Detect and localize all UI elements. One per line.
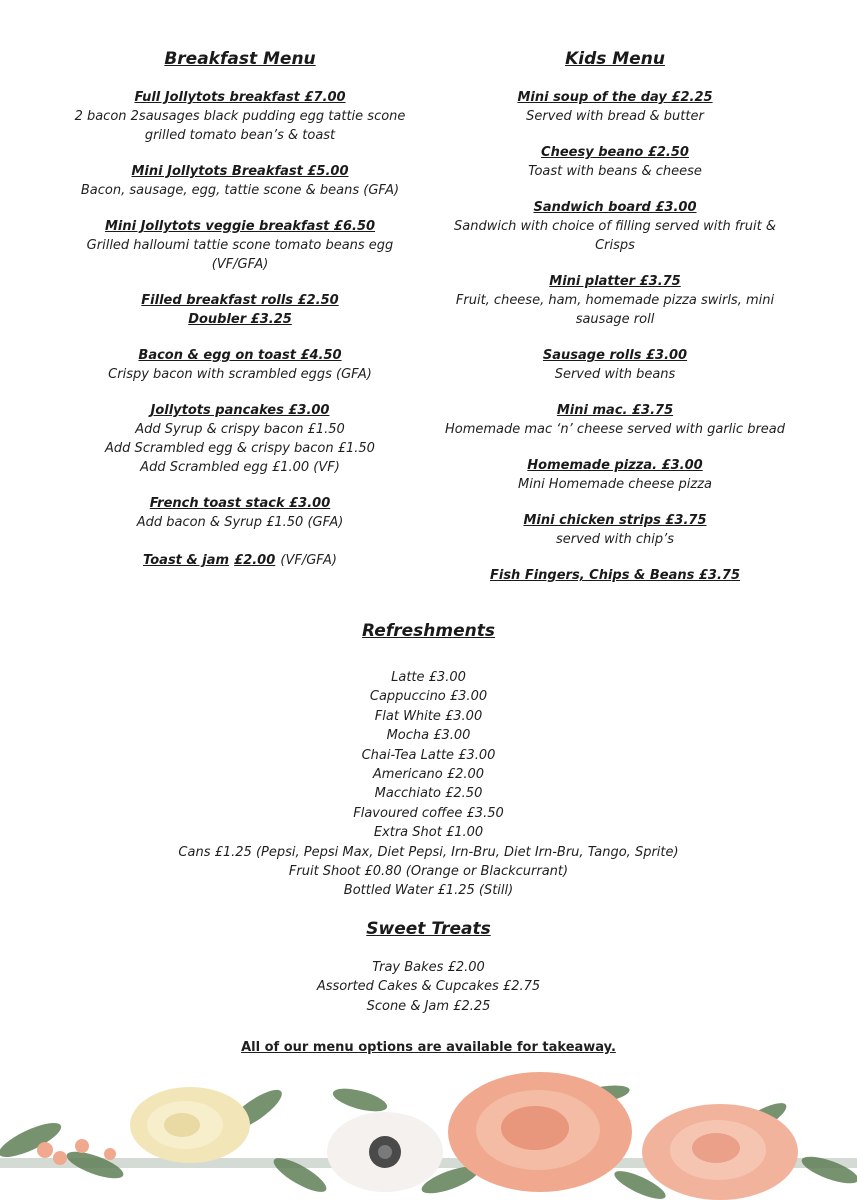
breakfast-item <box>40 346 440 384</box>
refreshment-item: Fruit Shoot £0.80 (Orange or Blackcurrant) <box>288 864 569 880</box>
item-name: Jollytots pancakes £3.00 <box>150 403 330 418</box>
kids-title: Kids Menu <box>565 49 665 69</box>
item-desc: Add bacon & Syrup £1.50 (GFA) <box>136 515 344 530</box>
breakfast-item <box>40 162 440 200</box>
refreshment-item: Cans £1.25 (Pepsi, Pepsi Max, Diet Pepsi, Irn-Bru, Diet Irn-Bru, Tango, Sprite) <box>178 844 679 860</box>
breakfast-item <box>40 88 440 145</box>
item-desc: Add Syrup & crispy bacon £1.50 <box>135 422 345 437</box>
refreshment-item: Flavoured coffee £3.50 <box>353 805 504 821</box>
kids-item <box>430 401 800 439</box>
sweet-item: Assorted Cakes & Cupcakes £2.75 <box>316 979 541 995</box>
kids-item <box>430 456 800 494</box>
item-name: Mini mac. £3.75 <box>556 403 674 418</box>
sweet-item: Tray Bakes £2.00 <box>372 960 485 975</box>
sweet-treats-section <box>0 918 857 1016</box>
takeaway-note <box>0 1036 857 1055</box>
kids-item <box>430 198 800 255</box>
refreshments-section <box>0 620 857 901</box>
item-name: Doubler £3.25 <box>188 312 292 327</box>
refreshment-item: Flat White £3.00 <box>374 708 483 724</box>
sweet-item: Scone & Jam £2.25 <box>366 998 491 1014</box>
item-name: Fish Fingers, Chips & Beans £3.75 <box>489 568 740 583</box>
kids-menu <box>430 48 800 602</box>
kids-item <box>430 88 800 126</box>
item-desc: grilled tomato bean’s & toast <box>144 128 336 143</box>
item-name: Homemade pizza. £3.00 <box>527 458 703 473</box>
takeaway-text: All of our menu options are available for takeaway. <box>241 1040 616 1055</box>
item-name: Full Jollytots breakfast £7.00 <box>134 90 346 105</box>
item-suffix: (VF/GFA) <box>280 553 337 568</box>
breakfast-item <box>40 217 440 274</box>
kids-item <box>430 511 800 549</box>
refreshment-item: Bottled Water £1.25 (Still) <box>343 883 514 899</box>
item-desc: Fruit, cheese, ham, homemade pizza swirls, mini <box>455 293 775 308</box>
refreshment-item: Extra Shot £1.00 <box>373 825 484 841</box>
refreshments-title: Refreshments <box>362 621 495 641</box>
item-desc: Crispy bacon with scrambled eggs (GFA) <box>108 367 372 382</box>
item-name: Mini Jollytots veggie breakfast £6.50 <box>104 219 376 234</box>
item-desc: sausage roll <box>575 312 655 327</box>
breakfast-menu <box>40 48 440 587</box>
item-name: Cheesy beano £2.50 <box>541 145 689 160</box>
item-desc: Served with bread & butter <box>526 109 704 124</box>
item-name: Mini soup of the day £2.25 <box>517 90 713 105</box>
kids-item <box>430 346 800 384</box>
refreshment-item: Americano £2.00 <box>372 767 485 783</box>
item-name: Bacon & egg on toast £4.50 <box>138 348 342 363</box>
item-desc: Add Scrambled egg £1.00 (VF) <box>140 460 340 475</box>
item-desc: Sandwich with choice of filling served with fruit & <box>454 219 776 234</box>
item-desc: Crisps <box>595 238 635 253</box>
kids-item <box>430 143 800 181</box>
item-name: Mini platter £3.75 <box>549 274 681 289</box>
breakfast-item <box>40 549 440 570</box>
refreshment-item: Mocha £3.00 <box>386 728 471 744</box>
refreshment-item: Latte £3.00 <box>391 670 466 685</box>
item-name: Mini Jollytots Breakfast £5.00 <box>131 164 349 179</box>
item-name: Mini chicken strips £3.75 <box>523 513 707 528</box>
kids-item <box>430 272 800 329</box>
breakfast-item <box>40 291 440 329</box>
refreshment-item: Cappuccino £3.00 <box>369 689 488 705</box>
item-desc: Homemade mac ‘n’ cheese served with garlic bread <box>444 422 786 437</box>
item-price: £2.00 <box>234 553 276 568</box>
item-name: Toast & jam <box>143 553 230 568</box>
item-desc: Add Scrambled egg & crispy bacon £1.50 <box>105 441 375 456</box>
item-desc: 2 bacon 2sausages black pudding egg tattie scone <box>74 109 406 124</box>
refreshment-item: Macchiato £2.50 <box>374 786 483 802</box>
item-desc: Grilled halloumi tattie scone tomato beans egg <box>86 238 394 253</box>
item-desc: (VF/GFA) <box>211 257 269 272</box>
item-desc: Served with beans <box>554 367 676 382</box>
sweet-treats-title: Sweet Treats <box>366 919 491 939</box>
item-name: Filled breakfast rolls £2.50 <box>141 293 339 308</box>
item-desc: Toast with beans & cheese <box>528 164 702 179</box>
kids-item <box>430 566 800 585</box>
item-name: French toast stack £3.00 <box>149 496 331 511</box>
item-desc: Mini Homemade cheese pizza <box>518 477 712 492</box>
item-desc: served with chip’s <box>555 532 675 547</box>
item-name: Sausage rolls £3.00 <box>542 348 688 363</box>
floral-border-image <box>0 1070 857 1200</box>
item-desc: Bacon, sausage, egg, tattie scone & beans (GFA) <box>80 183 400 198</box>
refreshment-item: Chai-Tea Latte £3.00 <box>361 747 496 763</box>
breakfast-item <box>40 401 440 477</box>
breakfast-item <box>40 494 440 532</box>
breakfast-title: Breakfast Menu <box>164 49 316 69</box>
item-name: Sandwich board £3.00 <box>533 200 697 215</box>
